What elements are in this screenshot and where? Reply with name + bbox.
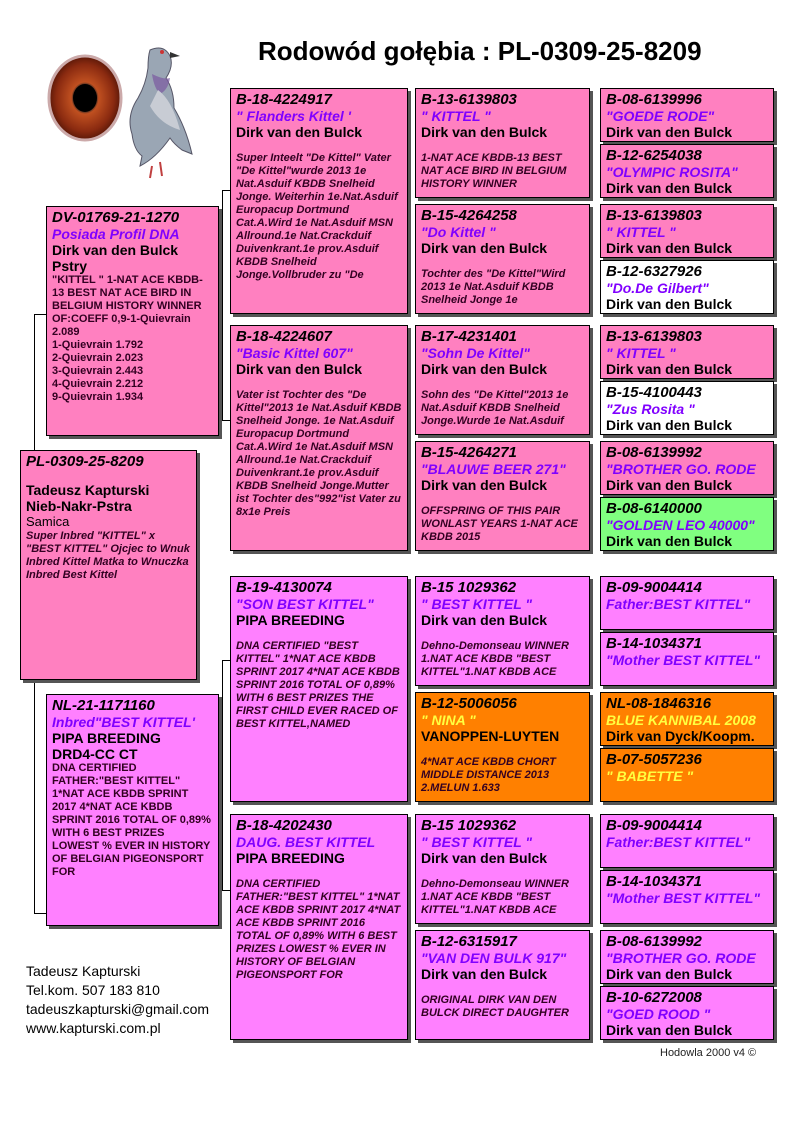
ring-number: B-13-6139803: [421, 91, 517, 108]
contact-website[interactable]: www.kapturski.com.pl: [26, 1020, 161, 1036]
pigeon-name: " KITTEL ": [421, 108, 491, 124]
ring-number: B-18-4202430: [236, 817, 332, 834]
ring-number: B-18-4224607: [236, 328, 332, 345]
owner-name: Dirk van den Bulck: [421, 477, 548, 493]
ring-number: PL-0309-25-8209: [26, 453, 144, 470]
connector-line: [222, 420, 230, 421]
grandparent-card[interactable]: [230, 576, 408, 802]
owner-name: Dirk van Dyck/Koopm.: [606, 728, 755, 744]
pigeon-name: BLUE KANNIBAL 2008: [606, 712, 756, 728]
pigeon-name: "GOED ROOD ": [606, 1006, 711, 1022]
owner-name: Dirk van den Bulck: [606, 240, 733, 256]
ring-number: B-14-1034371: [606, 873, 702, 890]
contact-block: [26, 962, 209, 1038]
pigeon-name: Posiada Profil DNA: [52, 226, 180, 242]
pigeon-name: Father:BEST KITTEL": [606, 596, 751, 612]
pigeon-name: "BLAUWE BEER 271": [421, 461, 566, 477]
pigeon-name: "Do Kittel ": [421, 224, 496, 240]
connector-line: [34, 913, 46, 914]
great-grandparent-card[interactable]: [415, 814, 590, 924]
ring-number: B-17-4231401: [421, 328, 517, 345]
description: Dehno-Demonseau WINNER 1.NAT ACE KBDB "BEST KITTEL"1.NAT KBDB ACE: [421, 878, 569, 916]
owner-name: Dirk van den Bulck: [421, 361, 548, 377]
contact-email[interactable]: tadeuszkapturski@gmail.com: [26, 1001, 210, 1017]
connector-line: [222, 660, 223, 890]
ring-number: B-07-5057236: [606, 751, 702, 768]
connector-line: [222, 660, 230, 661]
pigeon-name: " NINA ": [421, 712, 476, 728]
ring-number: B-08-6139992: [606, 933, 702, 950]
ancestor-card[interactable]: [600, 325, 774, 379]
connector-line: [34, 682, 35, 914]
description: Super Inteelt "De Kittel" Vater "De Kittel"wurde 2013 1e Nat.Asduif KBDB Snelheid Jonge. Weiterhin 1e.Nat.Asduif Europacup Dortmund Cat.A.Wird 1e Nat.Asduif MSN Allround.1e Nat.Crackduif Duivenkrant.1e prov.Asduif KBDB Snelheid Jonge.Vollbruder zu "De: [236, 152, 398, 281]
owner-name: VANOPPEN-LUYTEN: [421, 728, 560, 744]
owner-name: Dirk van den Bulck: [606, 1022, 733, 1038]
pigeon-name: " KITTEL ": [606, 224, 676, 240]
ring-number: NL-08-1846316: [606, 695, 712, 712]
pigeon-name: "GOEDE RODE": [606, 108, 715, 124]
ring-number: B-12-6254038: [606, 147, 702, 164]
result-line: 2-Quievrain 2.023: [52, 352, 144, 364]
owner-name: Dirk van den Bulck: [421, 966, 548, 982]
pigeon-name: "BROTHER GO. RODE: [606, 950, 756, 966]
ring-number: B-19-4130074: [236, 579, 332, 596]
pigeon-name: " BEST KITTEL ": [421, 834, 533, 850]
great-grandparent-card[interactable]: [415, 441, 590, 551]
owner-name: PIPA BREEDING: [236, 850, 345, 866]
ring-number: B-15-4264271: [421, 444, 517, 461]
owner-name: Tadeusz Kapturski: [26, 482, 150, 498]
great-grandparent-card[interactable]: [415, 325, 590, 435]
footer-version: Hodowla 2000 v4 ©: [660, 1047, 757, 1059]
sex: Samica: [26, 514, 70, 529]
description: DNA CERTIFIED FATHER:"BEST KITTEL" 1*NAT ACE KBDB SPRINT 2017 4*NAT ACE KBDB SPRINT 2016 TOTAL OF 0,89% WITH 6 BEST PRIZES LOWEST % EVER IN HISTORY OF BELGIAN PIGEONSPORT FOR: [52, 762, 211, 878]
ring-number: B-13-6139803: [606, 207, 702, 224]
description: 1-NAT ACE KBDB-13 BEST NAT ACE BIRD IN BELGIUM HISTORY WINNER: [421, 152, 567, 190]
pigeon-name: Inbred"BEST KITTEL': [52, 714, 195, 730]
sire-card[interactable]: [46, 206, 219, 436]
grandparent-card[interactable]: [230, 88, 408, 314]
owner-name: Dirk van den Bulck: [236, 361, 363, 377]
pigeon-name: "OLYMPIC ROSITA": [606, 164, 738, 180]
color: Nieb-Nakr-Pstra: [26, 498, 132, 514]
pigeon-name: "Zus Rosita ": [606, 401, 695, 417]
owner-name: Dirk van den Bulck: [606, 124, 733, 140]
ancestor-card[interactable]: [600, 632, 774, 686]
pigeon-name: "Do.De Gilbert": [606, 280, 709, 296]
owner-name: Dirk van den Bulck: [421, 612, 548, 628]
great-grandparent-card[interactable]: [415, 930, 590, 1040]
result-line: 1-Quievrain 1.792: [52, 339, 144, 351]
pigeon-name: " BEST KITTEL ": [421, 596, 533, 612]
pigeon-name: "Basic Kittel 607": [236, 345, 353, 361]
contact-name: Tadeusz Kapturski: [26, 963, 141, 979]
pigeon-name: "Sohn De Kittel": [421, 345, 530, 361]
ring-number: B-12-6315917: [421, 933, 517, 950]
pigeon-name: " Flanders Kittel ': [236, 108, 351, 124]
ancestor-card[interactable]: [600, 260, 774, 314]
subject-pigeon-card[interactable]: [20, 450, 197, 680]
ancestor-card[interactable]: [600, 930, 774, 984]
description: Sohn des "De Kittel"2013 1e Nat.Asduif KBDB Snelheid Jonge.Wurde 1e Nat.Asduif: [421, 389, 569, 427]
ring-number: B-09-9004414: [606, 579, 702, 596]
pigeon-name: "SON BEST KITTEL": [236, 596, 374, 612]
pigeon-name: Father:BEST KITTEL": [606, 834, 751, 850]
ancestor-card[interactable]: [600, 441, 774, 495]
description: ORIGINAL DIRK VAN DEN BULCK DIRECT DAUGHTER: [421, 994, 569, 1019]
ring-number: NL-21-1171160: [52, 697, 155, 714]
ancestor-card[interactable]: [600, 381, 774, 435]
grandparent-card[interactable]: [230, 814, 408, 1040]
connector-line: [34, 314, 46, 315]
ring-number: B-12-6327926: [606, 263, 702, 280]
color: Pstry: [52, 258, 88, 274]
description: Tochter des "De Kittel"Wird 2013 1e Nat.Asduif KBDB Snelheid Jonge 1e: [421, 268, 566, 306]
pigeon-name: " BABETTE ": [606, 768, 694, 784]
color: DRD4-CC CT: [52, 746, 138, 762]
ring-number: B-18-4224917: [236, 91, 332, 108]
ring-number: B-15 1029362: [421, 579, 517, 596]
pigeon-name: " KITTEL ": [606, 345, 676, 361]
ancestor-card[interactable]: [600, 692, 774, 746]
owner-name: Dirk van den Bulck: [421, 124, 548, 140]
contact-phone: Tel.kom. 507 183 810: [26, 982, 160, 998]
great-grandparent-card[interactable]: [415, 88, 590, 198]
pigeon-name: "BROTHER GO. RODE: [606, 461, 756, 477]
owner-name: Dirk van den Bulck: [606, 417, 733, 433]
ring-number: DV-01769-21-1270: [52, 209, 180, 226]
great-grandparent-card[interactable]: [415, 204, 590, 314]
owner-name: Dirk van den Bulck: [606, 361, 733, 377]
owner-name: Dirk van den Bulck: [421, 850, 548, 866]
owner-name: Dirk van den Bulck: [421, 240, 548, 256]
pigeon-name: DAUG. BEST KITTEL: [236, 834, 376, 850]
result-line: 9-Quievrain 1.934: [52, 391, 144, 403]
ring-number: B-15-4100443: [606, 384, 702, 401]
ancestor-card[interactable]: [600, 814, 774, 868]
ring-number: B-08-6140000: [606, 500, 702, 517]
owner-name: Dirk van den Bulck: [606, 296, 733, 312]
ancestor-card[interactable]: [600, 870, 774, 924]
pigeon-name: "Mother BEST KITTEL": [606, 890, 761, 906]
description: Super Inbred "KITTEL" x "BEST KITTEL" Ojcjec to Wnuk Inbred Kittel Matka to Wnuczka Inbred Best Kittel: [26, 530, 190, 581]
connector-line: [222, 190, 223, 420]
description: Dehno-Demonseau WINNER 1.NAT ACE KBDB "BEST KITTEL"1.NAT KBDB ACE: [421, 640, 569, 678]
ring-number: B-09-9004414: [606, 817, 702, 834]
ring-number: B-14-1034371: [606, 635, 702, 652]
ring-number: B-10-6272008: [606, 989, 702, 1006]
great-grandparent-card[interactable]: [415, 576, 590, 686]
connector-line: [222, 890, 230, 891]
pigeon-eye-logo: [40, 30, 200, 180]
result-line: 4-Quievrain 2.212: [52, 378, 144, 390]
pigeon-name: "Mother BEST KITTEL": [606, 652, 761, 668]
pigeon-name: "GOLDEN LEO 40000": [606, 517, 755, 533]
owner-name: Dirk van den Bulck: [606, 966, 733, 982]
owner-name: PIPA BREEDING: [52, 730, 161, 746]
description: Vater ist Tochter des "De Kittel"2013 1e Nat.Asduif KBDB Snelheid Jonge. 1e Nat.Asduif Europacup Dortmund Cat.A.Wird 1e Nat.Asduif MSN Allround.1e Nat.Crackduif Duivenkrant.1e prov.Asduif KBDB Snelheid Jonge.Mutter ist Tochter des"992"ist Vater zu 8x1e Preis: [236, 389, 402, 518]
ring-number: B-08-6139992: [606, 444, 702, 461]
pigeon-name: "VAN DEN BULK 917": [421, 950, 567, 966]
page-title: Rodowód gołębia : PL-0309-25-8209: [258, 36, 702, 66]
owner-name: Dirk van den Bulck: [606, 477, 733, 493]
ring-number: B-08-6139996: [606, 91, 702, 108]
ancestor-card[interactable]: [600, 204, 774, 258]
result-line: 3-Quievrain 2.443: [52, 365, 144, 377]
ancestor-card[interactable]: [600, 576, 774, 630]
description: "KITTEL " 1-NAT ACE KBDB-13 BEST NAT ACE BIRD IN BELGIUM HISTORY WINNER OF:COEFF 0,9-1-Quievrain 2.089: [52, 274, 203, 338]
owner-name: Dirk van den Bulck: [236, 124, 363, 140]
ancestor-card[interactable]: [600, 88, 774, 142]
dam-card[interactable]: [46, 694, 219, 926]
ancestor-card[interactable]: [600, 497, 774, 551]
ring-number: B-15 1029362: [421, 817, 517, 834]
owner-name: PIPA BREEDING: [236, 612, 345, 628]
great-grandparent-card[interactable]: [415, 692, 590, 802]
owner-name: Dirk van den Bulck: [606, 533, 733, 549]
description: DNA CERTIFIED FATHER:"BEST KITTEL" 1*NAT ACE KBDB SPRINT 2017 4*NAT ACE KBDB SPRINT 2016 TOTAL OF 0,89% WITH 6 BEST PRIZES LOWEST % EVER IN HISTORY OF BELGIAN PIGEONSPORT FOR: [236, 878, 401, 981]
description: DNA CERTIFIED "BEST KITTEL" 1*NAT ACE KBDB SPRINT 2017 4*NAT ACE KBDB SPRINT 2016 TOTAL OF 0,89% WITH 6 BEST PRIZES THE FIRST CHILD EVER RACED OF BEST KITTEL,NAMED: [236, 640, 400, 730]
owner-name: Dirk van den Bulck: [606, 180, 733, 196]
ring-number: B-13-6139803: [606, 328, 702, 345]
ring-number: B-15-4264258: [421, 207, 517, 224]
ancestor-card[interactable]: [600, 144, 774, 198]
ancestor-card[interactable]: [600, 748, 774, 802]
ring-number: B-12-5006056: [421, 695, 517, 712]
connector-line: [34, 314, 35, 450]
owner-name: Dirk van den Bulck: [52, 242, 179, 258]
grandparent-card[interactable]: [230, 325, 408, 551]
description: OFFSPRING OF THIS PAIR WONLAST YEARS 1-NAT ACE KBDB 2015: [421, 505, 578, 543]
connector-line: [222, 190, 230, 191]
ancestor-card[interactable]: [600, 986, 774, 1040]
description: 4*NAT ACE KBDB CHORT MIDDLE DISTANCE 2013 2.MELUN 1.633: [421, 756, 556, 794]
